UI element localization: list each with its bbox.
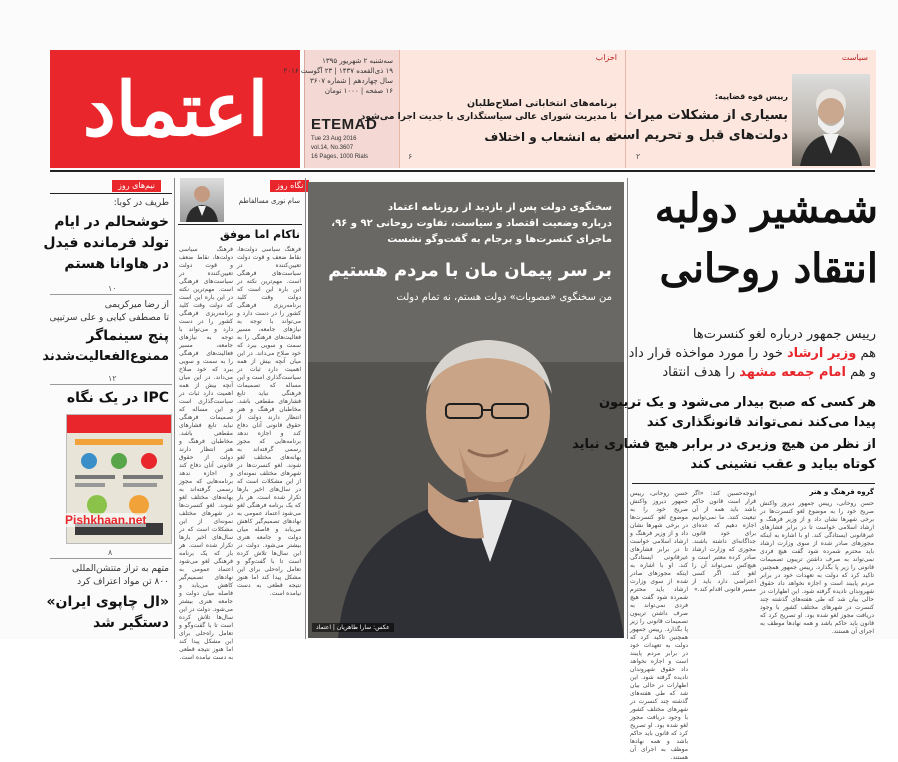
main-sub-line3 xyxy=(662,364,876,381)
watermark: Pishkhaan.net xyxy=(65,513,147,527)
author-silhouette-icon xyxy=(180,178,224,222)
photo-headline[interactable]: بر سر پیمان مان با مردم هستیم xyxy=(328,260,612,281)
teaser-parties-page: ۶ xyxy=(408,152,413,161)
ipc-infographic-thumbnail[interactable] xyxy=(66,414,172,544)
left-head2-line1[interactable]: پنج سینماگر xyxy=(86,328,169,344)
main-sub-line1: رییس جمهور درباره لغو کنسرت‌ها xyxy=(692,327,876,342)
main-headline-line2[interactable]: انتقاد روحانی xyxy=(659,245,878,292)
main-sub-line3-post: را هدف انتقاد xyxy=(662,365,740,380)
photo-kicker-line3: ماجرای کنسرت‌ها و برجام به گفت‌وگو نشست xyxy=(387,234,612,245)
left-head1-line3[interactable]: در هاوانا هستم xyxy=(64,256,169,272)
main-sub-line2-pre: هم xyxy=(856,346,876,361)
main-sub-line3-pre: و هم xyxy=(845,365,876,380)
main-story-section: گروه فرهنگ و هنر xyxy=(809,488,874,496)
main-quote-line3: از نظر من هیچ وزیری در برابر هیچ فشاری نباید xyxy=(572,437,876,452)
main-body-col1: حسن روحانی، رییس جمهور دیروز واکنش صریح خود را به موضوع لغو کنسرت‌ها در برخی شهرها نشان داد و از وزیر فرهنگ و ارشاد اسلامی خواست تا در برابر فشارهای غیرقانونی ایستادگی کند. او با اشاره به اینکه مجوزهای صادر شده از سوی وزارت ارشاد باید محترم شمرده شود گفت هیچ فردی نمی‌تواند به صرف داشتن تریبون تصمیمات قانونی را زیر پا بگذارد. رییس جمهور همچنین تاکید کرد که دولت به تعهدات خود در برابر مردم پایبند است و اجازه نخواهد داد حقوق شهروندان نادیده گرفته شود. این اظهارات در حالی بیان شد که طی هفته‌های گذشته چند کنسرت در شهرهای مختلف کشور با وجود دریافت مجوز لغو شده بود. او تصریح کرد که قانون باید حاکم باشد و همه نهادها موظف به اجرای آن هستند. xyxy=(760,500,874,635)
left-divider2 xyxy=(50,384,172,385)
teaser-parties-label: احزاب xyxy=(595,53,617,62)
left-divider1 xyxy=(50,294,172,295)
left-page2: ۱۲ xyxy=(108,374,117,383)
main-sub-line2 xyxy=(629,345,876,362)
left-kicker4-line1: متهم به تراز متتشن‌المللی xyxy=(72,564,169,574)
latin-issue: vol.14, No.3607 xyxy=(311,145,354,151)
spokesman-portrait-icon xyxy=(308,182,624,638)
main-sub-line2-post: خود را مورد مواخذه قرار داد xyxy=(628,346,788,361)
teaser-parties-line3: نه به انشعاب و اختلاف xyxy=(484,130,617,144)
masthead-divider xyxy=(50,170,875,172)
teaser-politics-caption: رییس قوه قضاییه: xyxy=(714,92,788,101)
left-page1: ۱۰ xyxy=(108,284,117,293)
left-divider3 xyxy=(50,558,172,559)
main-quote-line4: کوتاه بیاید و عقب نشینی کند xyxy=(690,457,876,472)
left-column-rule xyxy=(50,193,172,194)
opinion-rule xyxy=(178,224,302,225)
photo-kicker-line2: درباره وضعیت اقتصاد و سیاست، تفاوت روحانی ۹۲ و ۹۶، xyxy=(331,218,612,229)
left-kicker2-line1: از رضا میرکریمی xyxy=(104,300,169,310)
main-quote-line2: پیدا می‌کند نمی‌تواند قانونگذاری کند xyxy=(646,415,876,430)
left-head4-line1[interactable]: «ال چاپوی ایران» xyxy=(46,594,169,610)
photo-quote: من سخنگوی «مصوبات» دولت هستم، نه تمام دولت xyxy=(396,292,612,303)
newspaper-logo: اعتماد xyxy=(82,67,269,153)
main-body-col2: ایوجه‌حسین کند: «اگر قرار است قانون حاکم باشد باید همه از آن تبعیت کنند. ما نمی‌توانیم اجازه دهیم که عده‌ای برای خود قانون جداگانه‌ای داشته باشند. مجوزی که وزارت ارشاد صادر کرده معتبر است و هیچ‌کس نمی‌تواند آن را لغو کند. اگر کسی اعتراضی دارد باید از مسیر قانونی اقدام کند.» xyxy=(692,490,756,593)
photo-kicker-line1: سخنگوی دولت پس از بازدید از روزنامه اعتماد xyxy=(387,202,612,213)
left-kicker4-line2: ۸۰۰ تن مواد اعتراف کرد xyxy=(77,577,169,587)
teaser-parties-line2: با مدیریت شورای عالی سیاستگذاری با جدیت اجرا می‌شود xyxy=(360,112,617,122)
column-separator-center xyxy=(305,178,306,639)
teaser-politics-line2: دولت‌های قبل و تحریم است xyxy=(608,128,788,143)
opinion-tag: نگاه روز xyxy=(270,180,309,192)
issue-number: سال چهاردهم | شماره ۳۶۰۷ xyxy=(309,77,393,85)
opinion-body-col2: فرهنگ سیاسی دولت‌ها، نقاط ضعف و قوت دولت تعیین‌کننده در سیاست‌های فرهنگی است. مهم‌ترین نکته در این باره این است که دولت وقت کلید برنامه‌ریزی فرهنگی کشور را در دست دارد و می‌تواند با توجه به نیازهای جامعه، مسیر فعالیت‌های فرهنگی را به سمت و سویی ببرد که خود صلاح می‌داند. در این میان آنچه بیش از همه اهمیت دارد ثبات در سیاست‌گذاری است و این مساله که تصمیمات فرهنگی نباید تابع فشارهای مقطعی باشد. مخاطبان فرهنگ و هنر انتظار دارند دولت از حقوق قانونی آنان دفاع کند و اجازه ندهد برنامه‌هایی که مجوز رسمی گرفته‌اند به بهانه‌های مختلف لغو شوند. لغو کنسرت‌ها در شهرهای مختلف نمونه‌ای از این مشکلات است که در سال‌های اخیر بارها تکرار شده است. هر بار که یک برنامه فرهنگی لغو می‌شود اعتماد عمومی به نهادهای تصمیم‌گیر کاهش می‌یابد و فاصله میان دولت و جامعه هنری بیشتر می‌شود. دولت در این سال‌ها تلاش کرده است تا با گفت‌وگو و تعامل راه‌حلی برای این مشکل پیدا کند اما هنوز نتیجه قطعی به دست نیامده است. xyxy=(179,246,233,661)
culture-minister-highlight: وزیر ارشاد xyxy=(787,346,857,361)
teaser-parties-line1: برنامه‌های انتخاباتی اصلاح‌طلبان xyxy=(466,98,617,109)
left-page3: ۸ xyxy=(108,548,113,557)
masthead-logo-block xyxy=(50,50,300,168)
date-hijri-gregorian: ۱۹ ذی‌القعده ۱۴۳۷ | ۲۳ آگوست ۲۰۱۶ xyxy=(283,67,393,75)
latin-title: ETEMAD xyxy=(311,116,378,133)
left-column-tag: نیم‌های روز xyxy=(112,180,161,192)
main-body-col3: حسن روحانی، رییس جمهور دیروز واکنش صریح خود را به موضوع لغو کنسرت‌ها در برخی شهرها نشان داد و از وزیر فرهنگ و ارشاد اسلامی خواست تا در برابر فشارهای غیرقانونی ایستادگی کند. او با اشاره به اینکه مجوزهای صادر شده از سوی وزارت ارشاد باید محترم شمرده شود گفت هیچ فردی نمی‌تواند به صرف داشتن تریبون تصمیمات قانونی را زیر پا بگذارد. رییس جمهور همچنین تاکید کرد که دولت به تعهدات خود در برابر مردم پایبند است و اجازه نخواهد داد حقوق شهروندان نادیده گرفته شود. این اظهارات در حالی بیان شد که طی هفته‌های گذشته چند کنسرت در شهرهای مختلف کشور با وجود دریافت مجوز لغو شده بود. او تصریح کرد که قانون باید حاکم باشد و همه نهادها موظف به اجرای آن هستند. xyxy=(630,490,688,761)
main-headline-line1[interactable]: شمشیر دولبه xyxy=(654,185,878,232)
left-head2-line2[interactable]: ممنوع‌الفعالیت‌شدند xyxy=(42,349,169,364)
teaser-politics[interactable] xyxy=(608,50,876,168)
left-head3[interactable]: IPC در یک نگاه xyxy=(66,390,169,406)
left-kicker2-line2: تا مصطفی کیایی و علی سرتیپی xyxy=(49,313,169,323)
opinion-author: سام نوری مسالفاطم xyxy=(238,197,300,205)
date-persian: سه‌شنبه ۲ شهریور ۱۳۹۵ xyxy=(322,57,393,65)
teaser-politics-page: ۲ xyxy=(636,152,641,161)
left-head4-line2[interactable]: دستگیر شد xyxy=(93,615,169,631)
friday-imam-highlight: امام جمعه مشهد xyxy=(739,365,846,380)
teaser-parties[interactable] xyxy=(360,50,625,168)
opinion-body-col1: فرهنگ سیاسی دولت‌ها، نقاط ضعف و قوت دولت تعیین‌کننده در سیاست‌های فرهنگی است. مهم‌ترین نکته در این باره این است که دولت وقت کلید برنامه‌ریزی فرهنگی کشور را در دست دارد و می‌تواند با توجه به نیازهای جامعه، مسیر فعالیت‌های فرهنگی را به سمت و سویی ببرد که خود صلاح می‌داند. در این میان آنچه بیش از همه اهمیت دارد ثبات در سیاست‌گذاری است و این مساله که تصمیمات فرهنگی نباید تابع فشارهای مقطعی باشد. مخاطبان فرهنگ و هنر انتظار دارند دولت از حقوق قانونی آنان دفاع کند و اجازه ندهد برنامه‌هایی که مجوز رسمی گرفته‌اند به بهانه‌های مختلف لغو شوند. لغو کنسرت‌ها در شهرهای مختلف نمونه‌ای از این مشکلات است که در سال‌های اخیر بارها تکرار شده است. هر بار که یک برنامه فرهنگی لغو می‌شود اعتماد عمومی به نهادهای تصمیم‌گیر کاهش می‌یابد و فاصله میان دولت و جامعه هنری بیشتر می‌شود. دولت در این سال‌ها تلاش کرده است تا با گفت‌وگو و تعامل راه‌حلی برای این مشکل پیدا کند اما هنوز نتیجه قطعی به دست نیامده است. xyxy=(237,246,301,597)
column-separator-left xyxy=(174,178,175,639)
photo-credit: عکس: سارا طاهریان | اعتماد xyxy=(312,623,394,632)
left-head1-line2[interactable]: تولد فرمانده فیدل xyxy=(43,235,169,251)
latin-pages: 16 Pages, 1000 Rials xyxy=(311,154,369,160)
masthead-info xyxy=(283,50,399,168)
opinion-title[interactable]: ناکام اما موفق xyxy=(219,228,300,241)
judiciary-chief-photo xyxy=(792,74,870,166)
left-head1-line1[interactable]: خوشحالم در ایام xyxy=(54,214,169,230)
teaser-politics-line1: بسیاری از مشکلات میراث xyxy=(624,108,788,123)
latin-date: Tue 23 Aug 2016 xyxy=(311,136,357,142)
main-quote-line1: هر کسی که صبح بیدار می‌شود و یک تریبون xyxy=(598,395,876,410)
opinion-author-photo xyxy=(180,178,224,222)
page-count-price: ۱۶ صفحه | ۱۰۰۰ تومان xyxy=(324,87,393,95)
portrait-silhouette-icon xyxy=(792,74,870,166)
spokesman-photo[interactable] xyxy=(308,182,624,638)
main-story-rule xyxy=(632,483,875,484)
teaser-politics-label: سیاست xyxy=(841,53,868,62)
left-kicker1: طریف در کوبا: xyxy=(113,198,169,208)
